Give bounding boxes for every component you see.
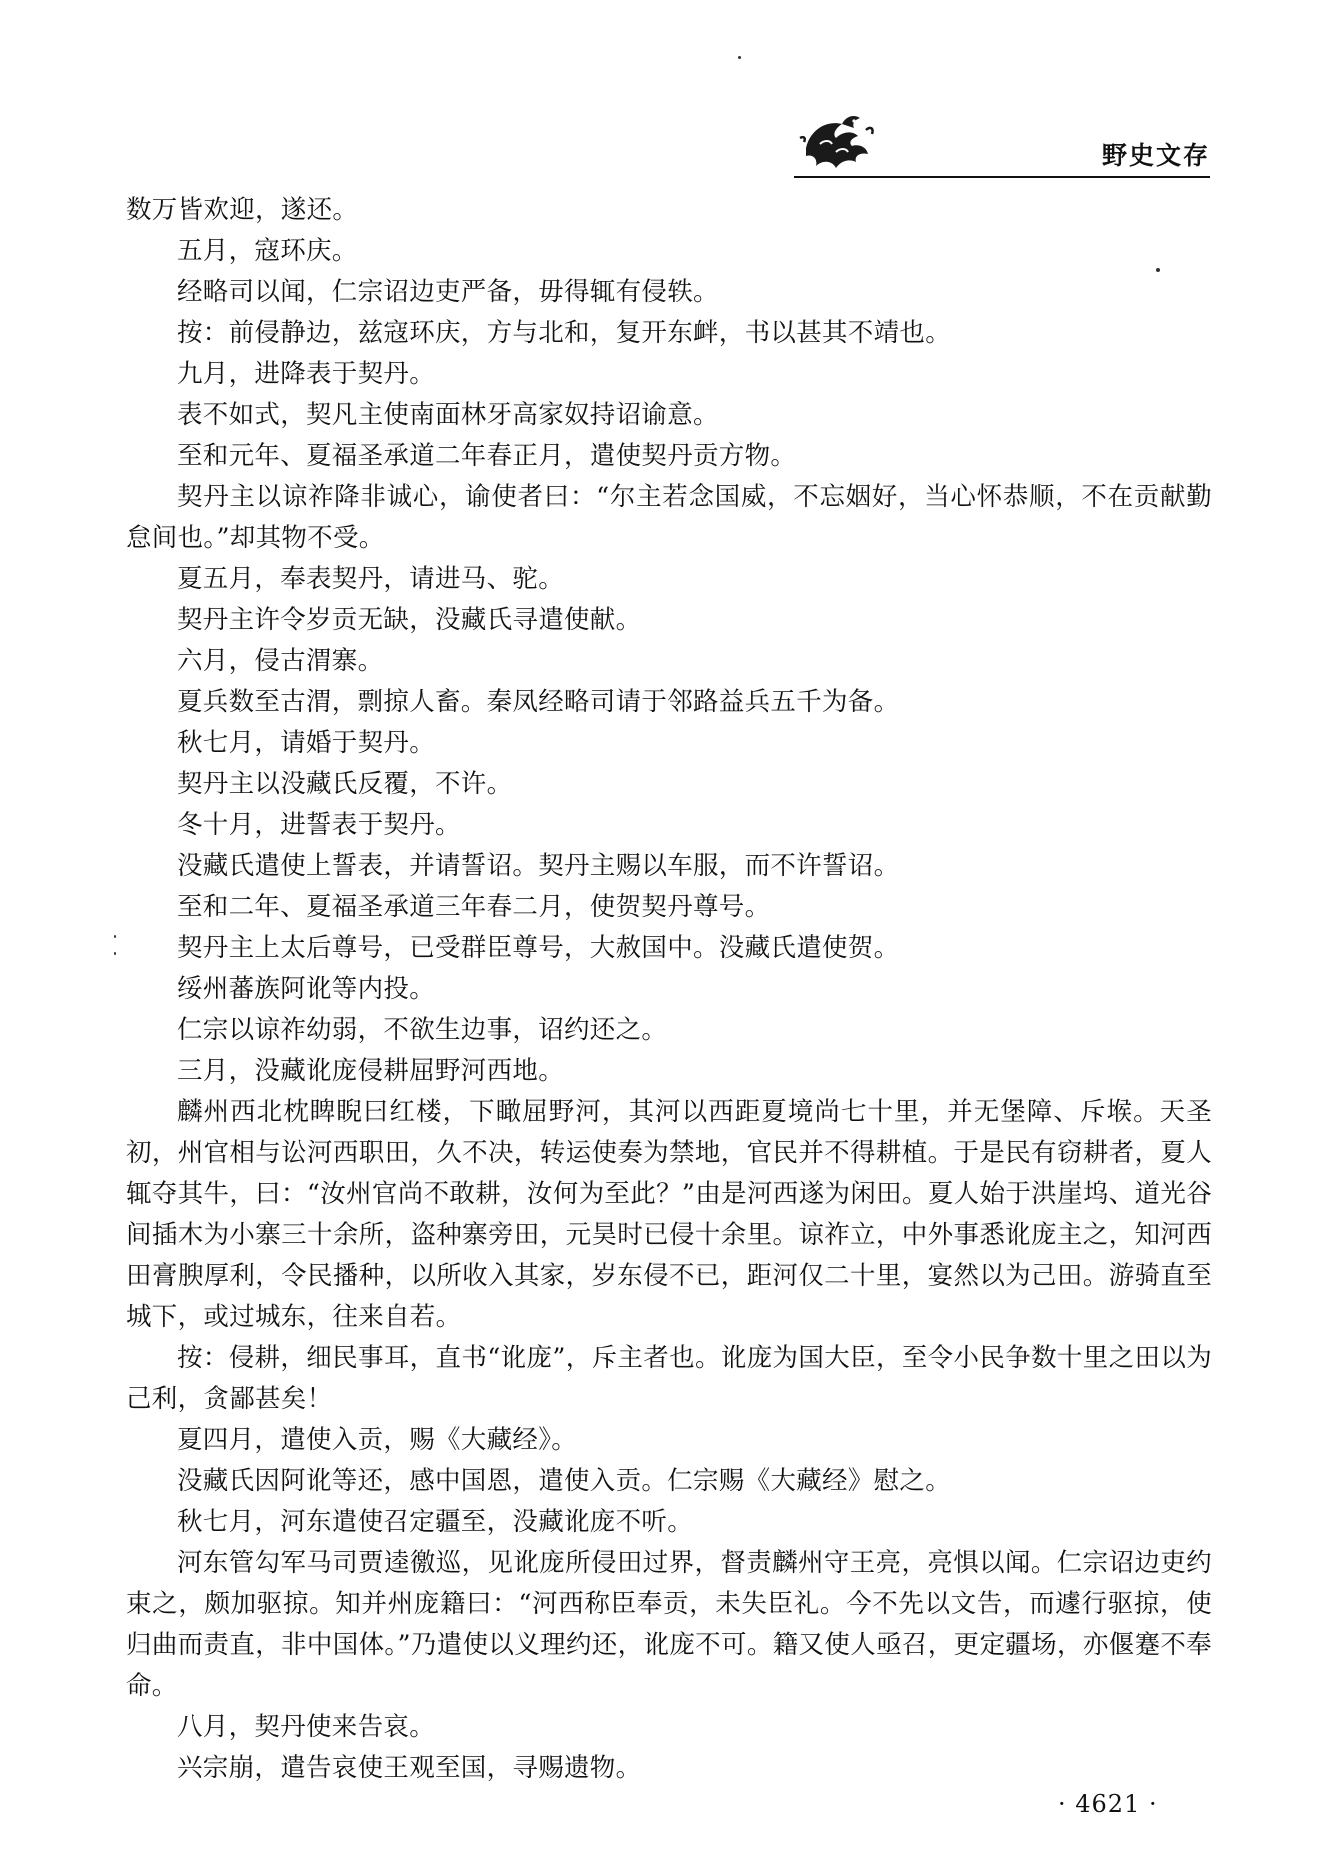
dragon-emblem-icon — [796, 108, 876, 176]
paragraph: 河东管勾军马司贾逵徼巡，见讹庞所侵田过界，督责麟州守王亮，亮惧以闻。仁宗诏边吏约束之，颇加驱掠。知并州庞籍曰：“河西称臣奉贡，未失臣礼。今不先以文告，而遽行驱掠，使归曲而责直，非中国体。”乃遣使以义理约还，讹庞不可。籍又使人亟召，更定疆场，亦偃蹇不奉命。 — [126, 1548, 1212, 1701]
scan-speck — [738, 56, 741, 59]
paragraph: 契丹主以没藏氏反覆，不许。 — [177, 769, 513, 799]
paragraph: 麟州西北枕睥睨曰红楼，下瞰屈野河，其河以西距夏境尚七十里，并无堡障、斥堠。天圣初，州官相与讼河西职田，久不决，转运使奏为禁地，官民并不得耕植。于是民有窃耕者，夏人辄夺其牛，曰：“汝州官尚不敢耕，汝何为至此？”由是河西遂为闲田。夏人始于洪崖坞、道光谷间插木为小寨三十余所，盗种寨旁田，元昊时已侵十余里。谅祚立，中外事悉讹庞主之，知河西田膏腴厚利，令民播种，以所收入其家，岁东侵不已，距河仅二十里，宴然以为己田。游骑直至城下，或过城东，往来自若。 — [126, 1097, 1212, 1332]
paragraph: 契丹主许令岁贡无缺，没藏氏寻遣使献。 — [177, 605, 642, 635]
paragraph: 数万皆欢迎，遂还。 — [126, 195, 359, 225]
scan-speck — [114, 952, 116, 955]
paragraph: 夏兵数至古渭，剽掠人畜。秦凤经略司请于邻路益兵五千为备。 — [177, 687, 900, 717]
paragraph: 冬十月，进誓表于契丹。 — [177, 810, 461, 840]
paragraph: 表不如式，契凡主使南面林牙高家奴持诏谕意。 — [177, 400, 719, 430]
paragraph: 契丹主以谅祚降非诚心，谕使者曰：“尔主若念国威，不忘姻好，当心怀恭顺，不在贡献勤怠间也。”却其物不受。 — [126, 482, 1212, 553]
paragraph: 九月，进降表于契丹。 — [177, 359, 436, 389]
paragraph: 经略司以闻，仁宗诏边吏严备，毋得辄有侵轶。 — [177, 277, 719, 307]
page-number: · 4621 · — [1058, 1790, 1158, 1818]
paragraph: 没藏氏遣使上誓表，并请誓诏。契丹主赐以车服，而不许誓诏。 — [177, 851, 900, 881]
paragraph: 六月，侵古渭寨。 — [177, 646, 384, 676]
paragraph: 按：侵耕，细民事耳，直书“讹庞”，斥主者也。讹庞为国大臣，至令小民争数十里之田以为己利，贪鄙甚矣！ — [126, 1343, 1212, 1414]
header-rule — [794, 176, 1210, 178]
paragraph: 兴宗崩，遣告哀使王观至国，寻赐遗物。 — [177, 1753, 642, 1783]
scan-speck — [114, 935, 116, 938]
paragraph: 按：前侵静边，兹寇环庆，方与北和，复开东衅，书以甚其不靖也。 — [177, 318, 952, 348]
paragraph: 夏四月，遣使入贡，赐《大藏经》。 — [177, 1425, 578, 1455]
running-header — [790, 100, 1210, 180]
paragraph: 没藏氏因阿讹等还，感中国恩，遣使入贡。仁宗赐《大藏经》慰之。 — [177, 1466, 952, 1496]
paragraph: 至和元年、夏福圣承道二年春正月，遣使契丹贡方物。 — [177, 441, 797, 471]
paragraph: 仁宗以谅祚幼弱，不欲生边事，诏约还之。 — [177, 1015, 668, 1045]
paragraph: 五月，寇环庆。 — [177, 236, 358, 266]
paragraph: 秋七月，河东遣使召定疆至，没藏讹庞不听。 — [177, 1507, 694, 1537]
paragraph: 契丹主上太后尊号，已受群臣尊号，大赦国中。没藏氏遣使贺。 — [177, 933, 900, 963]
paragraph: 三月，没藏讹庞侵耕屈野河西地。 — [177, 1056, 565, 1086]
running-header-title: 野史文存 — [1101, 141, 1210, 170]
paragraph: 秋七月，请婚于契丹。 — [177, 728, 436, 758]
paragraph: 绥州蕃族阿讹等内投。 — [177, 974, 436, 1004]
scan-speck — [1156, 268, 1160, 272]
paragraph: 至和二年、夏福圣承道三年春二月，使贺契丹尊号。 — [177, 892, 771, 922]
paragraph: 八月，契丹使来告哀。 — [177, 1712, 436, 1742]
paragraph: 夏五月，奉表契丹，请进马、驼。 — [177, 564, 565, 594]
body-text — [126, 190, 1212, 1789]
